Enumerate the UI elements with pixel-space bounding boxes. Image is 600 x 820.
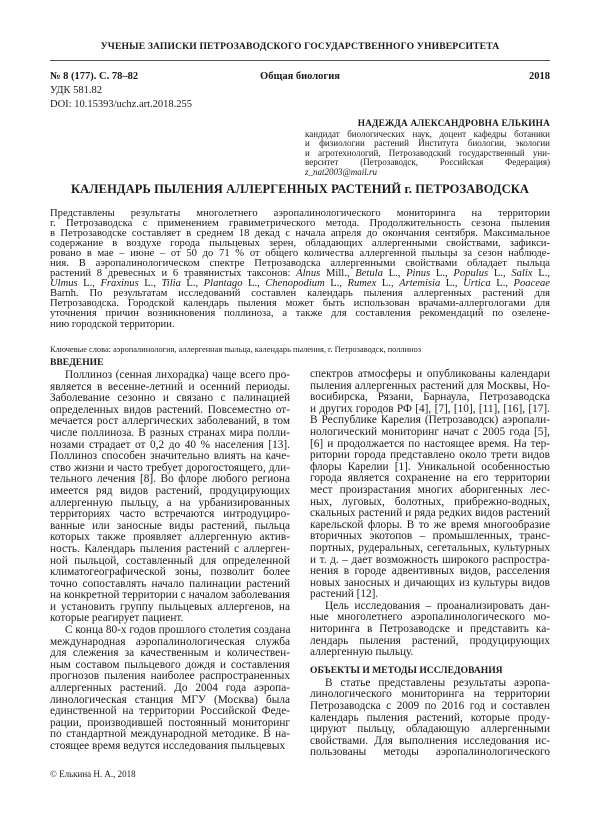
paragraph-line: города является сохранение на его территории	[310, 472, 550, 485]
author-affiliation	[305, 130, 550, 177]
paragraph-line: аллергенную пыльцу.	[310, 646, 414, 659]
paragraph	[50, 625, 290, 753]
abstract-line: Ulmus L., Fraxinus L., Tilia L., Plantago L., Chenopodium L., Rumex L., Artemisia L., Urtica L., Poaceae	[50, 278, 550, 290]
paragraph-line: Петрозаводска с 2009 по 2016 год и составлен	[310, 700, 550, 713]
paragraph-line: линологическая станция МГУ (Москва) была	[50, 693, 290, 706]
paragraph-line: В Республике Карелия (Петрозаводск) аэропали-	[310, 414, 550, 427]
paragraph-line: Заболевание сезонно и связано с палинацией	[50, 392, 290, 405]
section-heading-introduction: ВВЕДЕНИЕ	[50, 357, 104, 368]
affiliation-line: и агротехнологий, Петрозаводский государственный уни-	[305, 147, 550, 158]
affiliation-lines	[305, 130, 550, 168]
article-title: КАЛЕНДАРЬ ПЫЛЕНИЯ АЛЛЕРГЕННЫХ РАСТЕНИЙ г. ПЕТРОЗАВОДСКА	[70, 182, 530, 196]
affiliation-line: верситет (Петрозаводск, Российская Федерация)	[305, 157, 550, 168]
paragraph-line: восибирска, Рязани, Барнаула, Петрозаводска	[310, 391, 550, 404]
taxon-name: Salix	[511, 268, 533, 280]
paragraph-line: Поллиноз (сенная лихорадка) чаще всего про-	[65, 369, 290, 381]
taxon-name: Fraxinus	[100, 278, 139, 290]
paragraph-line: вторичных экотопов – промышленных, транс-	[310, 530, 550, 543]
author-name: НАДЕЖДА АЛЕКСАНДРОВНА ЕЛЬКИНА	[357, 119, 550, 129]
abstract-line: г. Петрозаводска с применением гравиметрического метода. Продолжительность сезона пыления	[50, 218, 550, 230]
paragraph-line: календарь пыления растений, которые проду-	[310, 711, 550, 724]
taxon-name: Poaceae	[513, 278, 550, 290]
paragraph-line: ниторинга в Петрозаводске и представить ка-	[310, 623, 550, 636]
paragraph-line: портных, рудеральных, сегетальных, культурных	[310, 541, 550, 554]
paragraph-line: климатогеографической зоны, позволит более	[50, 566, 290, 579]
paragraph-line: растений [12].	[310, 588, 379, 601]
abstract-line: ровано в мае – июне – от 50 до 71 % от общего количества аллергенной пыльцы за сезон наблюде-	[50, 248, 550, 260]
paragraph-line: скальных растений и ряда редких видов растений	[310, 507, 550, 520]
abstract-line: в Петрозаводске составляет в среднем 18 декад с начала апреля до окончания сентября. Максимальное	[50, 228, 550, 240]
paragraph-line: и установить группу пыльцевых аллергенов, на	[50, 600, 290, 613]
paragraph-line: имеется ряд видов растений, продуцирующих	[50, 484, 290, 497]
paragraph-line: и других городов РФ [4], [7], [10], [11], [16], [17].	[310, 402, 550, 415]
paragraph-line: лендарь пыления растений, продуцирующих	[310, 634, 550, 647]
abstract-line: Петрозаводска. Городской календарь пыления может быть использован врачами-аллергологами для	[50, 298, 550, 310]
paragraph-line: флоры Карелии [1]. Уникальной особенностью	[310, 460, 550, 473]
paragraph-line: и т. д. – дает возможность широкого распростра-	[310, 553, 550, 566]
keywords: Ключевые слова: аэропалинология, аллергенная пыльца, календарь пыления, г. Петрозаводск, поллиноз	[50, 345, 422, 354]
taxon-name: Artemisia	[399, 278, 441, 290]
paragraph-line: международная аэропалинологическая служба	[50, 635, 290, 648]
paragraph-line: числе поллиноза. В разных странах мира полли-	[50, 426, 290, 439]
year: 2018	[529, 71, 550, 82]
paragraph-line: территориях часто встречаются интродуциро-	[50, 508, 290, 521]
paragraph-line: является в весенне-летний и осенний периоды.	[50, 380, 290, 393]
paragraph-line: ность. Календарь пыления растений с аллерген-	[50, 542, 290, 555]
paragraph-line: которые реагирует пациент.	[50, 612, 184, 625]
paragraph-line: В статье представлены результаты аэропа-	[325, 676, 550, 689]
paragraph-line: нологический мониторинг начат с 2005 года [5],	[310, 425, 550, 438]
paragraph-line: ритории города представлено около трети видов	[310, 449, 550, 462]
paragraph-line: мест произрастания многих аборигенных лес-	[310, 483, 550, 496]
taxon-name: Populus	[453, 268, 489, 280]
paragraph-line: ванные или заносные виды растений, пыльца	[50, 519, 290, 532]
paragraph-line: для слежения за качественным и количествен-	[50, 647, 290, 660]
paragraph-line: точно сопоставлять начало палинации растений	[50, 577, 290, 590]
paragraph-line: цируют пыльцу, обладающую аллергенными	[310, 723, 550, 736]
paragraph-line: по стандартной международной методике. В на-	[50, 728, 290, 741]
taxon-name: Chenopodium	[265, 278, 325, 290]
taxon-name: Betula	[355, 268, 383, 280]
paragraph-line: спектров атмосферы и опубликованы календари	[310, 368, 550, 380]
paragraph-line: аллергенных растений. До 2004 года аэропа-	[50, 682, 290, 695]
left-column	[50, 356, 290, 753]
udk-code: УДК 581.82	[50, 85, 103, 96]
paragraph	[310, 369, 550, 601]
taxon-name: Pinus	[406, 268, 431, 280]
paragraph-line: определенных видов растений. Повсеместно от-	[50, 403, 290, 416]
taxon-name: Ulmus	[50, 278, 78, 290]
paragraph-line: линологического мониторинга на территории	[310, 688, 550, 701]
paragraph-line: стоящее время ведутся исследования пыльцевых	[50, 740, 286, 752]
paragraph-line: Поллиноз способен значительно влиять на каче-	[50, 450, 290, 463]
paragraph-line: прогнозов пыления наиболее распространенных	[50, 670, 290, 683]
paragraph	[310, 678, 550, 759]
taxon-name: Alnus	[296, 268, 321, 280]
journal-title: УЧЕНЫЕ ЗАПИСКИ ПЕТРОЗАВОДСКОГО ГОСУДАРСТВЕННОГО УНИВЕРСИТЕТА	[100, 41, 500, 52]
abstract-line: нию городской территории.	[50, 318, 175, 330]
taxon-name: Tilia	[161, 278, 181, 290]
right-column	[310, 369, 550, 759]
paragraph-line: новых заносных и дичающих из культуры видов	[310, 576, 550, 589]
paragraph-line: С конца 80-х годов прошлого столетия создана	[65, 624, 291, 637]
abstract-line: Barnh. По результатам исследований составлен календарь пыления аллергенных растений для	[50, 288, 550, 300]
paragraph-line: Цель исследования – проанализировать дан-	[325, 599, 550, 612]
paragraph-line: свойствами. Для выполнения исследования ис-	[310, 734, 550, 747]
paragraph-line: мечается рост аллергических заболеваний, в том	[50, 415, 290, 428]
paragraph-line: ных, луговых, болотных, прибрежно-водных,	[310, 495, 550, 508]
abstract-line: уточнения причин возникновения поллиноза, а также для составления рекомендаций по озелене-	[50, 308, 550, 320]
abstract-line: содержание в воздухе города пыльцевых зерен, обладающих аллергенными свойствами, зафикси-	[50, 238, 550, 250]
paragraph-line: которых также проявляет аллергенную актив-	[50, 531, 290, 544]
author-email[interactable]: z_nat2003@mail.ru	[305, 166, 378, 177]
abstract-line: ния. В аэропалинологическом спектре Петрозаводска аллергенными свойствами обладает пыльца	[50, 258, 550, 270]
abstract-line: растений 8 древесных и 6 травянистых таксонов: Alnus Mill., Betula L., Pinus L., Populus L., Salix L.,	[50, 268, 550, 280]
paragraph-line: пыления аллергенных растений для Москвы, Но-	[310, 379, 550, 392]
taxon-name: Plantago	[203, 278, 243, 290]
paragraph-line: нозами страдает от 0,2 до 40 % населения [13].	[50, 438, 290, 451]
affiliation-line: кандидат биологических наук, доцент кафедры ботаники	[305, 129, 550, 139]
abstract	[50, 209, 550, 330]
abstract-line: Представлены результаты многолетнего аэропалинологического мониторинга на территории	[50, 208, 550, 219]
doi: DOI: 10.15393/uchz.art.2018.255	[50, 99, 193, 110]
paragraph-line: нения в городе адвентивных видов, расселения	[310, 565, 550, 578]
paragraph-line: аллергенную пыльцу, а на урбанизированных	[50, 496, 290, 509]
paragraph	[310, 601, 550, 659]
paragraph-line: ным составом пыльцевого дождя и составления	[50, 658, 290, 671]
taxon-name: Rumex	[347, 278, 377, 290]
paragraph-line: на конкретной территории с началом заболевания	[50, 589, 290, 602]
paragraph-line: тельного лечения [8]. Во флоре любого региона	[50, 473, 290, 486]
paragraph-line: пользованы методы аэропалинологического	[310, 746, 550, 759]
header-divider	[50, 60, 550, 61]
section-name: Общая биология	[260, 71, 340, 82]
taxon-name: Urtica	[463, 278, 491, 290]
paragraph-line: ные многолетнего аэропалинологического мо-	[310, 611, 550, 624]
paragraph-line: карельской флоры. В то же время многообразие	[310, 518, 550, 531]
paragraph-line: рации, производившей постоянный мониторинг	[50, 716, 290, 729]
issue-info: № 8 (177). С. 78–82	[50, 71, 139, 82]
paragraph-line: единственной на территории Российской Феде-	[50, 705, 290, 718]
affiliation-line: и физиологии растений Института биологии, экологии	[305, 138, 550, 149]
section-heading-methods: ОБЪЕКТЫ И МЕТОДЫ ИССЛЕДОВАНИЯ	[310, 664, 503, 676]
paragraph-line: [6] и продолжается по настоящее время. На тер-	[310, 437, 550, 450]
paragraph-line: ной пыльцой, составленный для определенной	[50, 554, 290, 567]
paragraph	[50, 370, 290, 625]
paragraph-line: ство жизни и часто требует дорогостоящего, дли-	[50, 461, 290, 474]
copyright: © Елькина Н. А., 2018	[50, 769, 136, 779]
